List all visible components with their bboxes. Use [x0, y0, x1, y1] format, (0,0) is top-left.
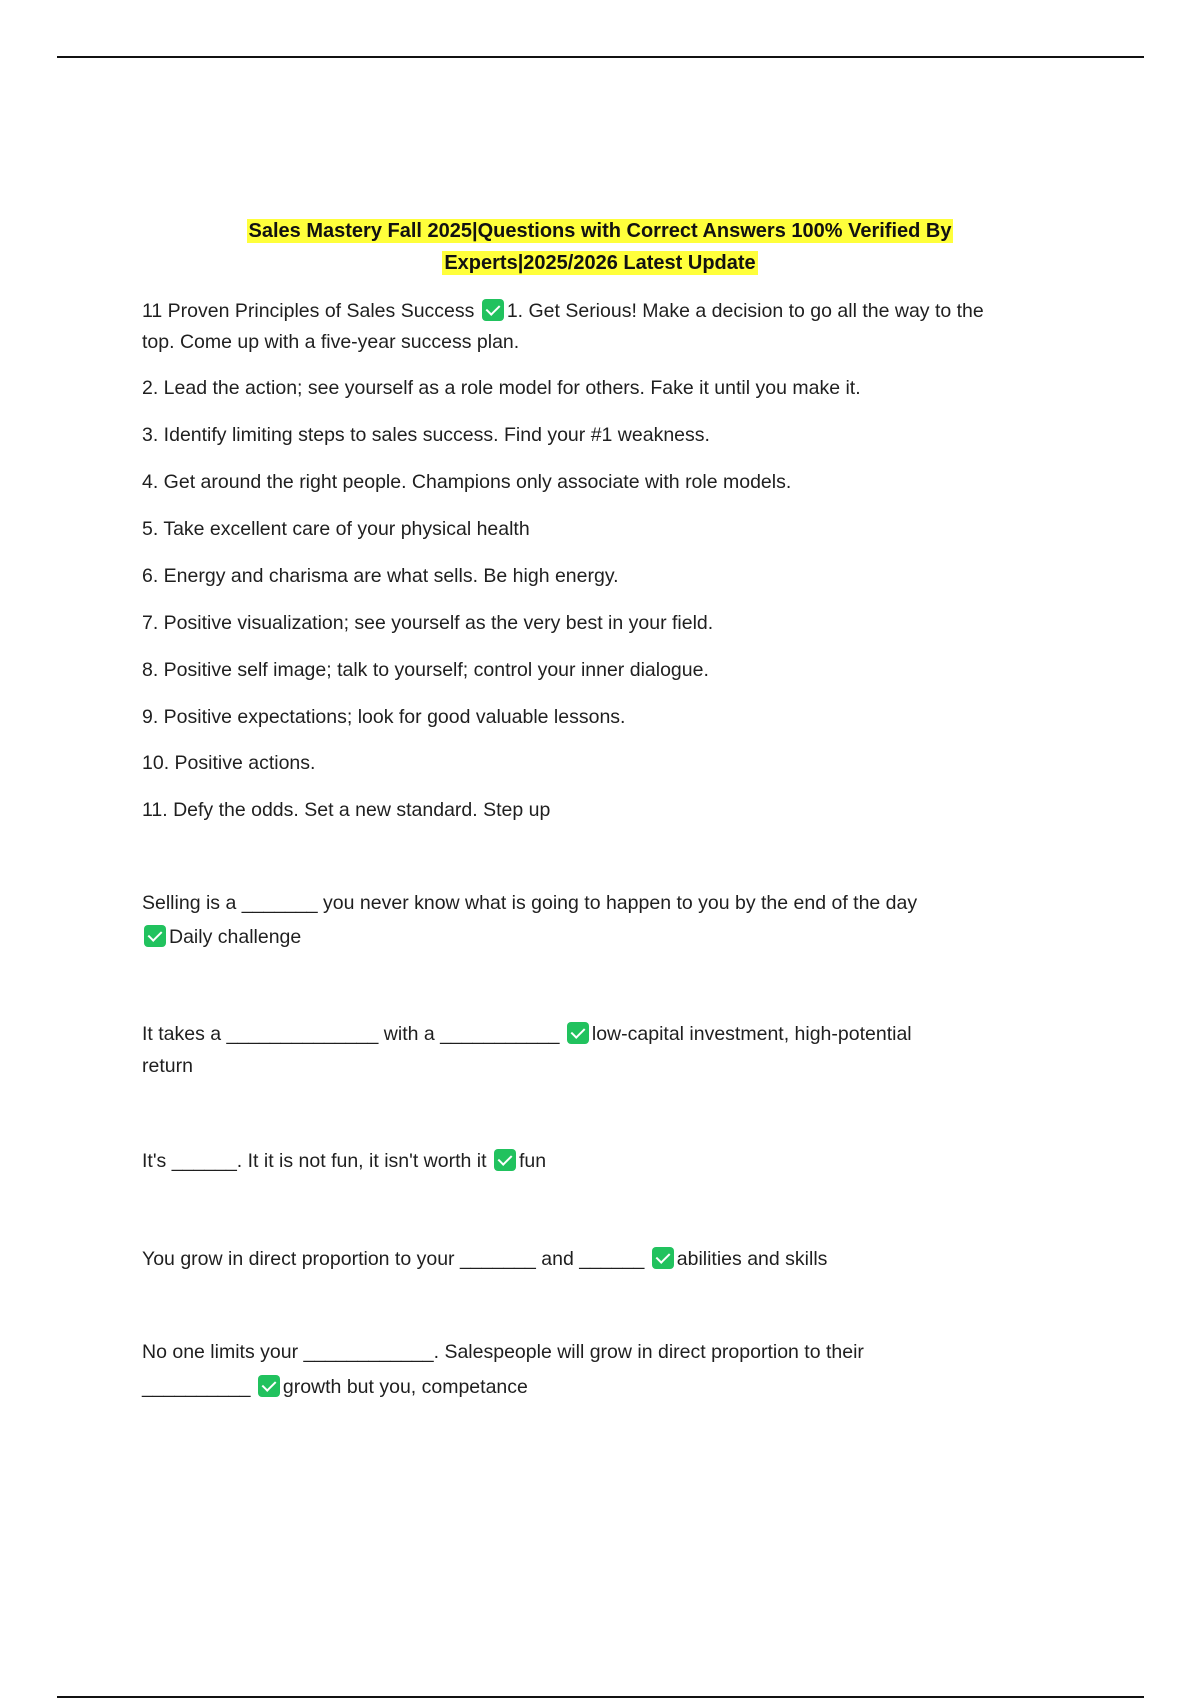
question-3 — [142, 1148, 546, 1174]
checkmark-icon — [652, 1247, 674, 1269]
question-2 — [142, 1021, 912, 1047]
principle-item: 9. Positive expectations; look for good valuable lessons. — [142, 706, 626, 728]
question-4 — [142, 1246, 827, 1272]
principle-item: 5. Take excellent care of your physical health — [142, 518, 530, 540]
header-rule — [57, 56, 1144, 58]
principles-intro-text: 11 Proven Principles of Sales Success — [142, 300, 475, 322]
principle-item: 7. Positive visualization; see yourself as the very best in your field. — [142, 612, 714, 634]
question-5-line-2 — [142, 1374, 528, 1400]
question-text: You grow in direct proportion to your _______ and ______ — [142, 1248, 645, 1270]
checkmark-icon — [144, 925, 166, 947]
question-text: It's ______. It it is not fun, it isn't worth it — [142, 1150, 487, 1172]
footer-rule — [57, 1696, 1144, 1698]
principles-item-1-line-1: 1. Get Serious! Make a decision to go all the way to the — [506, 300, 984, 322]
title-line-2: Experts|2025/2026 Latest Update — [444, 252, 756, 274]
question-5-line-1: No one limits your ____________. Salespeople will grow in direct proportion to their — [142, 1341, 864, 1363]
checkmark-icon — [494, 1149, 516, 1171]
question-1-answer — [142, 924, 301, 950]
principles-intro — [142, 298, 984, 324]
answer-text: low-capital investment, high-potential — [591, 1023, 912, 1045]
answer-text: growth but you, competance — [282, 1376, 528, 1398]
principles-item-1-line-2: top. Come up with a five-year success plan. — [142, 331, 520, 353]
question-1-line-1: Selling is a _______ you never know what is going to happen to you by the end of the day — [142, 892, 918, 914]
answer-text: Daily challenge — [169, 926, 302, 948]
checkmark-icon — [567, 1022, 589, 1044]
answer-text: fun — [518, 1150, 547, 1172]
question-text: It takes a ______________ with a ___________ — [142, 1023, 560, 1045]
answer-text: abilities and skills — [676, 1248, 828, 1270]
checkmark-icon — [258, 1375, 280, 1397]
principle-item: 11. Defy the odds. Set a new standard. Step up — [142, 799, 551, 821]
principle-item: 2. Lead the action; see yourself as a role model for others. Fake it until you make it. — [142, 377, 861, 399]
principle-item: 10. Positive actions. — [142, 752, 316, 774]
principle-item: 3. Identify limiting steps to sales success. Find your #1 weakness. — [142, 424, 710, 446]
principle-item: 4. Get around the right people. Champions only associate with role models. — [142, 471, 792, 493]
title-line-1: Sales Mastery Fall 2025|Questions with Correct Answers 100% Verified By — [248, 220, 952, 242]
document-title — [140, 215, 1060, 279]
checkmark-icon — [482, 299, 504, 321]
question-2-answer-line-2: return — [142, 1055, 193, 1077]
principle-item: 6. Energy and charisma are what sells. Be high energy. — [142, 565, 619, 587]
question-text: __________ — [142, 1376, 251, 1398]
principle-item: 8. Positive self image; talk to yourself; control your inner dialogue. — [142, 659, 709, 681]
